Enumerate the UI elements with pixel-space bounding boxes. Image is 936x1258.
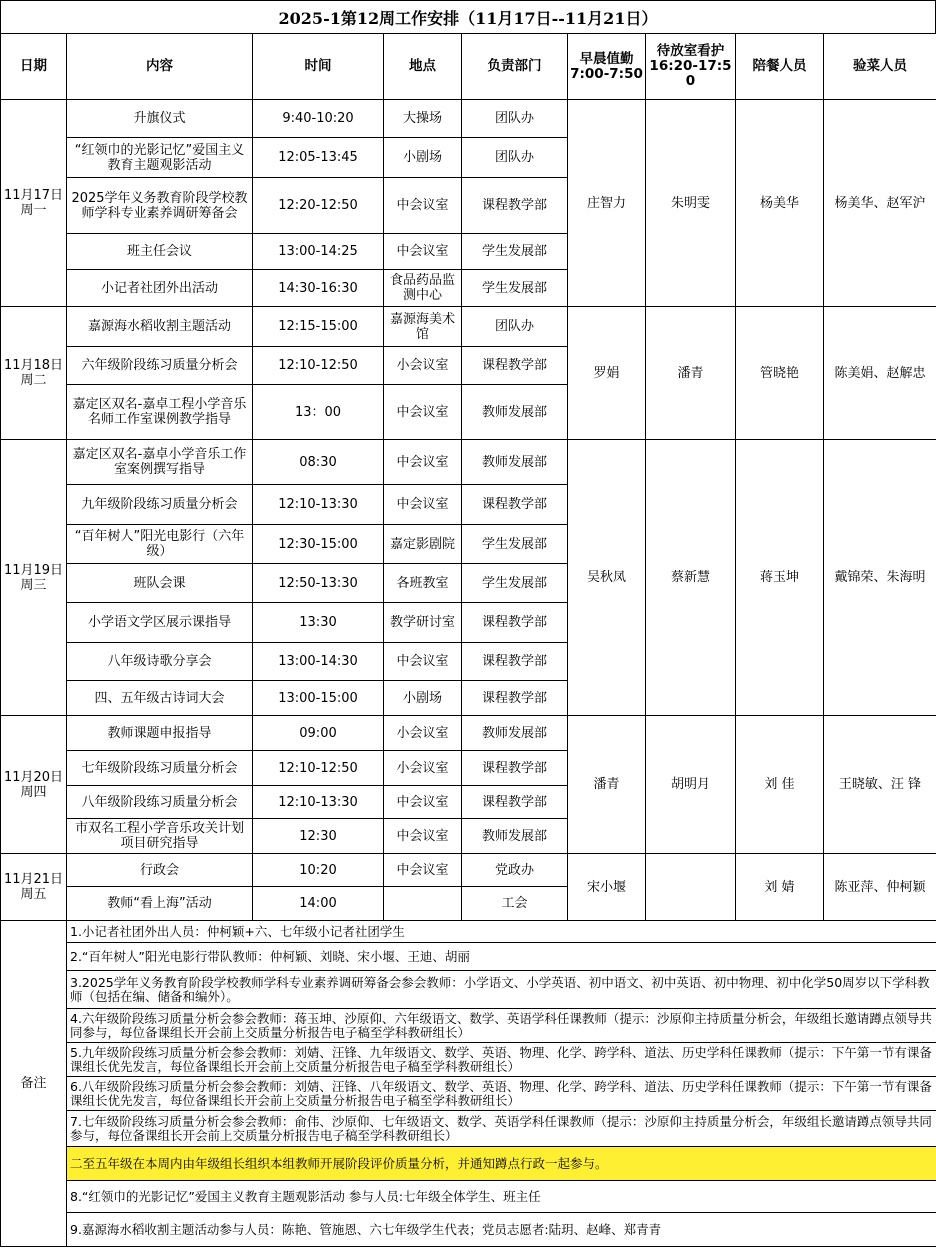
remark-text: 二至五年级在本周内由年级组长组织本组教师开展阶段评价质量分析，并通知蹲点行政一起参与。 <box>67 1147 936 1181</box>
day-date: 11月18日 <box>3 358 64 373</box>
event-place: 小会议室 <box>384 716 462 751</box>
header-place: 地点 <box>384 34 462 100</box>
remark-text: 5.九年级阶段练习质量分析会参会教师：刘婧、汪锋、九年级语文、数学、英语、物理、化学、跨学科、道法、历史学科任课教师（提示：下午第一节有课备课组长优先发言，每位备课组长开会前上交质量分析报告电子稿至学科教研组长） <box>67 1043 936 1077</box>
remark-row <box>1 1077 936 1111</box>
event-content: 嘉定区双名-嘉卓小学音乐工作室案例撰写指导 <box>67 440 253 485</box>
day-date-cell <box>1 307 67 440</box>
remark-text: 3.2025学年义务教育阶段学校教师学科专业素养调研筹备会参会教师：小学语文、小学英语、初中语文、初中英语、初中物理、初中化学50周岁以下学科教师（包括在编、储备和编外）。 <box>67 971 936 1009</box>
table-row <box>1 716 936 751</box>
header-content: 内容 <box>67 34 253 100</box>
event-dept: 学生发展部 <box>462 234 568 270</box>
food-check-persons: 陈亚萍、仲柯颖 <box>824 854 936 921</box>
event-place: 中会议室 <box>384 485 462 525</box>
sheet-title: 2025-1第12周工作安排（11月17日--11月21日） <box>0 0 936 33</box>
meal-person: 刘 婧 <box>736 854 824 921</box>
event-dept: 教师发展部 <box>462 440 568 485</box>
remark-text: 4.六年级阶段练习质量分析会参会教师：蒋玉坤、沙原仰、六年级语文、数学、英语学科任课教师（提示：沙原仰主持质量分析会，年级组长邀请蹲点领导共同参与，每位备课组长开会前上交质量分析报告电子稿至学科教研组长） <box>67 1009 936 1043</box>
event-dept: 课程教学部 <box>462 485 568 525</box>
event-place: 中会议室 <box>384 786 462 819</box>
day-date-cell <box>1 854 67 921</box>
event-dept: 教师发展部 <box>462 819 568 854</box>
event-content: 教师“看上海”活动 <box>67 887 253 921</box>
event-dept: 课程教学部 <box>462 347 568 385</box>
remark-row <box>1 1043 936 1077</box>
event-place: 嘉定影剧院 <box>384 525 462 564</box>
header-food-check: 验菜人员 <box>824 34 936 100</box>
event-place <box>384 887 462 921</box>
meal-person: 蒋玉坤 <box>736 440 824 716</box>
event-place: 小会议室 <box>384 347 462 385</box>
event-time: 08:30 <box>253 440 384 485</box>
header-morning-duty: 早晨值勤 7:00-7:50 <box>568 34 646 100</box>
event-dept: 课程教学部 <box>462 786 568 819</box>
event-place: 教学研讨室 <box>384 603 462 643</box>
event-dept: 教师发展部 <box>462 716 568 751</box>
waiting-room-person: 胡明月 <box>646 716 736 854</box>
header-time: 时间 <box>253 34 384 100</box>
event-place: 中会议室 <box>384 440 462 485</box>
event-place: 嘉源海美术馆 <box>384 307 462 347</box>
event-time: 12:10-13:30 <box>253 485 384 525</box>
day-date-cell <box>1 100 67 307</box>
event-dept: 团队办 <box>462 307 568 347</box>
event-dept: 课程教学部 <box>462 178 568 234</box>
morning-duty-person: 吴秋凤 <box>568 440 646 716</box>
meal-person: 杨美华 <box>736 100 824 307</box>
header-meal: 陪餐人员 <box>736 34 824 100</box>
event-time: 12:15-15:00 <box>253 307 384 347</box>
day-date: 11月20日 <box>3 769 64 785</box>
day-weekday: 周五 <box>20 887 47 902</box>
remark-row <box>1 1111 936 1147</box>
morning-duty-person: 罗娟 <box>568 307 646 440</box>
event-place: 大操场 <box>384 100 462 138</box>
remark-row <box>1 1181 936 1213</box>
remark-row <box>1 943 936 971</box>
event-content: 嘉定区双名-嘉卓工程小学音乐名师工作室课例教学指导 <box>67 385 253 440</box>
remark-row <box>1 1213 936 1247</box>
remark-text: 2.“百年树人”阳光电影行带队教师：仲柯颖、刘晓、宋小堰、王迪、胡丽 <box>67 943 936 971</box>
event-content: 行政会 <box>67 854 253 887</box>
event-content: 小学语文学区展示课指导 <box>67 603 253 643</box>
event-dept: 课程教学部 <box>462 751 568 786</box>
event-place: 各班教室 <box>384 564 462 603</box>
event-content: 小记者社团外出活动 <box>67 270 253 307</box>
remark-row <box>1 921 936 943</box>
remark-text: 9.嘉源海水稻收割主题活动参与人员：陈艳、管施恩、六七年级学生代表；党员志愿者:陆玥、赵峰、郑青青 <box>67 1213 936 1247</box>
event-content: 四、五年级古诗词大会 <box>67 681 253 716</box>
waiting-room-person <box>646 854 736 921</box>
event-time: 13:00-15:00 <box>253 681 384 716</box>
remark-text: 1.小记者社团外出人员：仲柯颖+六、七年级小记者社团学生 <box>67 921 936 943</box>
event-content: 七年级阶段练习质量分析会 <box>67 751 253 786</box>
remark-row <box>1 1009 936 1043</box>
event-time: 14:30-16:30 <box>253 270 384 307</box>
day-date: 11月21日 <box>3 872 64 887</box>
remark-text: 7.七年级阶段练习质量分析会参会教师：俞伟、沙原仰、七年级语文、数学、英语学科任课教师（提示：沙原仰主持质量分析会，年级组长邀请蹲点领导共同参与，每位备课组长开会前上交质量分析报告电子稿至学科教研组长） <box>67 1111 936 1147</box>
header-waiting-room: 待放室看护 16:20-17:50 <box>646 34 736 100</box>
remark-text: 8.“红领巾的光影记忆”爱国主义教育主题观影活动 参与人员:七年级全体学生、班主任 <box>67 1181 936 1213</box>
event-time: 12:20-12:50 <box>253 178 384 234</box>
schedule-body <box>1 100 936 1247</box>
table-row <box>1 854 936 887</box>
header-row <box>1 34 936 100</box>
table-row <box>1 307 936 347</box>
event-dept: 课程教学部 <box>462 643 568 681</box>
event-time: 14:00 <box>253 887 384 921</box>
food-check-persons: 陈美娟、赵解忠 <box>824 307 936 440</box>
waiting-room-person: 潘青 <box>646 307 736 440</box>
event-time: 12:10-12:50 <box>253 751 384 786</box>
remark-row <box>1 971 936 1009</box>
event-content: 升旗仪式 <box>67 100 253 138</box>
meal-person: 管晓艳 <box>736 307 824 440</box>
table-row <box>1 440 936 485</box>
event-time: 12:05-13:45 <box>253 138 384 178</box>
event-time: 12:50-13:30 <box>253 564 384 603</box>
event-place: 中会议室 <box>384 819 462 854</box>
event-place: 中会议室 <box>384 854 462 887</box>
event-place: 中会议室 <box>384 178 462 234</box>
remark-row <box>1 1147 936 1181</box>
event-time: 13:30 <box>253 603 384 643</box>
event-content: 八年级阶段练习质量分析会 <box>67 786 253 819</box>
day-date-cell <box>1 440 67 716</box>
day-weekday: 周三 <box>20 577 47 593</box>
event-dept: 学生发展部 <box>462 564 568 603</box>
food-check-persons: 王晓敏、汪 锋 <box>824 716 936 854</box>
event-place: 中会议室 <box>384 643 462 681</box>
meal-person: 刘 佳 <box>736 716 824 854</box>
event-time: 12:30 <box>253 819 384 854</box>
event-content: 六年级阶段练习质量分析会 <box>67 347 253 385</box>
event-time: 12:10-13:30 <box>253 786 384 819</box>
event-content: 市双名工程小学音乐攻关计划项目研究指导 <box>67 819 253 854</box>
event-place: 小会议室 <box>384 751 462 786</box>
header-date: 日期 <box>1 34 67 100</box>
event-content: 班队会课 <box>67 564 253 603</box>
morning-duty-person: 宋小堰 <box>568 854 646 921</box>
event-content: 班主任会议 <box>67 234 253 270</box>
food-check-persons: 戴锦荣、朱海明 <box>824 440 936 716</box>
waiting-room-person: 蔡新慧 <box>646 440 736 716</box>
event-content: “红领巾的光影记忆”爱国主义教育主题观影活动 <box>67 138 253 178</box>
event-place: 食品药品监测中心 <box>384 270 462 307</box>
food-check-persons: 杨美华、赵军沪 <box>824 100 936 307</box>
table-row <box>1 100 936 138</box>
morning-duty-person: 庄智力 <box>568 100 646 307</box>
event-content: 嘉源海水稻收割主题活动 <box>67 307 253 347</box>
event-place: 中会议室 <box>384 234 462 270</box>
event-content: 2025学年义务教育阶段学校教师学科专业素养调研筹备会 <box>67 178 253 234</box>
event-content: 九年级阶段练习质量分析会 <box>67 485 253 525</box>
event-time: 13：00 <box>253 385 384 440</box>
event-time: 12:10-12:50 <box>253 347 384 385</box>
event-content: “百年树人”阳光电影行（六年级） <box>67 525 253 564</box>
day-date: 11月17日 <box>3 188 64 203</box>
waiting-room-person: 朱明雯 <box>646 100 736 307</box>
schedule-table <box>0 33 936 1247</box>
event-time: 12:30-15:00 <box>253 525 384 564</box>
event-time: 9:40-10:20 <box>253 100 384 138</box>
event-dept: 教师发展部 <box>462 385 568 440</box>
header-dept: 负责部门 <box>462 34 568 100</box>
remarks-label: 备注 <box>1 921 67 1247</box>
day-date-cell <box>1 716 67 854</box>
remark-text: 6.八年级阶段练习质量分析会参会教师：刘婧、汪锋、八年级语文、数学、英语、物理、化学、跨学科、道法、历史学科任课教师（提示：下午第一节有课备课组长优先发言，每位备课组长开会前上交质量分析报告电子稿至学科教研组长） <box>67 1077 936 1111</box>
event-time: 10:20 <box>253 854 384 887</box>
day-date: 11月19日 <box>3 562 64 578</box>
day-weekday: 周四 <box>20 784 47 800</box>
day-weekday: 周一 <box>20 203 47 218</box>
morning-duty-person: 潘青 <box>568 716 646 854</box>
event-dept: 团队办 <box>462 138 568 178</box>
event-time: 09:00 <box>253 716 384 751</box>
event-dept: 学生发展部 <box>462 525 568 564</box>
event-dept: 党政办 <box>462 854 568 887</box>
day-weekday: 周二 <box>20 373 47 388</box>
event-content: 八年级诗歌分享会 <box>67 643 253 681</box>
event-dept: 课程教学部 <box>462 603 568 643</box>
event-content: 教师课题申报指导 <box>67 716 253 751</box>
event-dept: 工会 <box>462 887 568 921</box>
event-place: 小剧场 <box>384 681 462 716</box>
event-time: 13:00-14:30 <box>253 643 384 681</box>
event-dept: 课程教学部 <box>462 681 568 716</box>
event-place: 小剧场 <box>384 138 462 178</box>
event-place: 中会议室 <box>384 385 462 440</box>
event-dept: 团队办 <box>462 100 568 138</box>
event-dept: 学生发展部 <box>462 270 568 307</box>
event-time: 13:00-14:25 <box>253 234 384 270</box>
